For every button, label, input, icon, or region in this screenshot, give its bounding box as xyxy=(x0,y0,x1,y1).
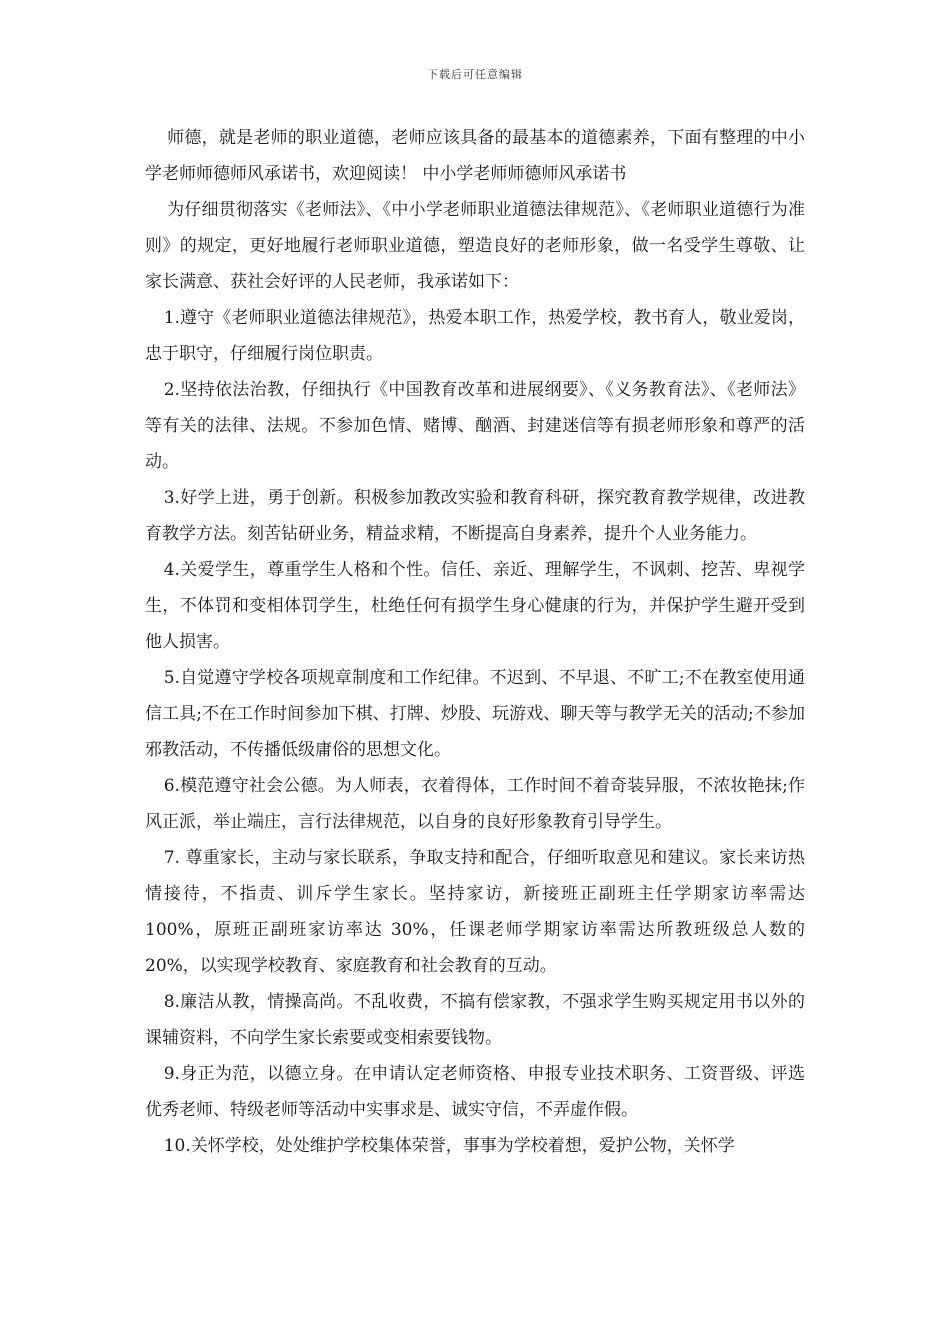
pledge-item-8: 8.廉洁从教，情操高尚。不乱收费，不搞有偿家教，不强求学生购买规定用书以外的课辅资料，不向学生家长索要或变相索要钱物。 xyxy=(145,992,805,1048)
pledge-item-2: 2.坚持依法治教，仔细执行《中国教育改革和进展纲要》、《义务教育法》、《老师法》等有关的法律、法规。不参加色情、赌博、酗酒、封建迷信等有损老师形象和尊严的活动。 xyxy=(145,380,805,472)
pledge-item-7: 7. 尊重家长，主动与家长联系，争取支持和配合，仔细听取意见和建议。家长来访热情接待，不指责、训斥学生家长。坚持家访，新接班正副班主任学期家访率需达 100%，原班正副班家访率达 30%，任课老师学期家访率需达所教班级总人数的 20%，以实现学校教育、家庭教育和社会教育的互动。 xyxy=(145,848,805,976)
pledge-item-4: 4.关爱学生，尊重学生人格和个性。信任、亲近、理解学生，不讽刺、挖苦、卑视学生，不体罚和变相体罚学生，杜绝任何有损学生身心健康的行为，并保护学生避开受到他人损害。 xyxy=(145,560,805,652)
pledge-item-6: 6.模范遵守社会公德。为人师表，衣着得体，工作时间不着奇装异服，不浓妆艳抹;作风正派，举止端庄，言行法律规范，以自身的良好形象教育引导学生。 xyxy=(145,776,805,832)
page-header: 下载后可任意编辑 xyxy=(427,68,523,81)
pledge-item-9: 9.身正为范，以德立身。在申请认定老师资格、申报专业技术职务、工资晋级、评选优秀老师、特级老师等活动中实事求是、诚实守信，不弄虚作假。 xyxy=(145,1064,805,1120)
pledge-item-1: 1.遵守《老师职业道德法律规范》，热爱本职工作，热爱学校，教书育人，敬业爱岗，忠于职守，仔细履行岗位职责。 xyxy=(145,308,805,364)
pledge-preamble: 为仔细贯彻落实《老师法》、《中小学老师职业道德法律规范》、《老师职业道德行为准则》的规定，更好地履行老师职业道德，塑造良好的老师形象，做一名受学生尊敬、让家长满意、获社会好评的人民老师，我承诺如下： xyxy=(145,200,805,292)
intro-paragraph: 师德，就是老师的职业道德，老师应该具备的最基本的道德素养，下面有整理的中小学老师师德师风承诺书，欢迎阅读！ 中小学老师师德师风承诺书 xyxy=(145,128,805,184)
pledge-item-3: 3.好学上进，勇于创新。积极参加教改实验和教育科研，探究教育教学规律，改进教育教学方法。刻苦钻研业务，精益求精，不断提高自身素养，提升个人业务能力。 xyxy=(145,488,805,544)
pledge-item-10: 10.关怀学校，处处维护学校集体荣誉，事事为学校着想，爱护公物，关怀学 xyxy=(163,1136,735,1156)
document-body xyxy=(145,120,805,1164)
pledge-item-5: 5.自觉遵守学校各项规章制度和工作纪律。不迟到、不早退、不旷工;不在教室使用通信工具;不在工作时间参加下棋、打牌、炒股、玩游戏、聊天等与教学无关的活动;不参加邪教活动，不传播低级庸俗的思想文化。 xyxy=(145,668,805,760)
